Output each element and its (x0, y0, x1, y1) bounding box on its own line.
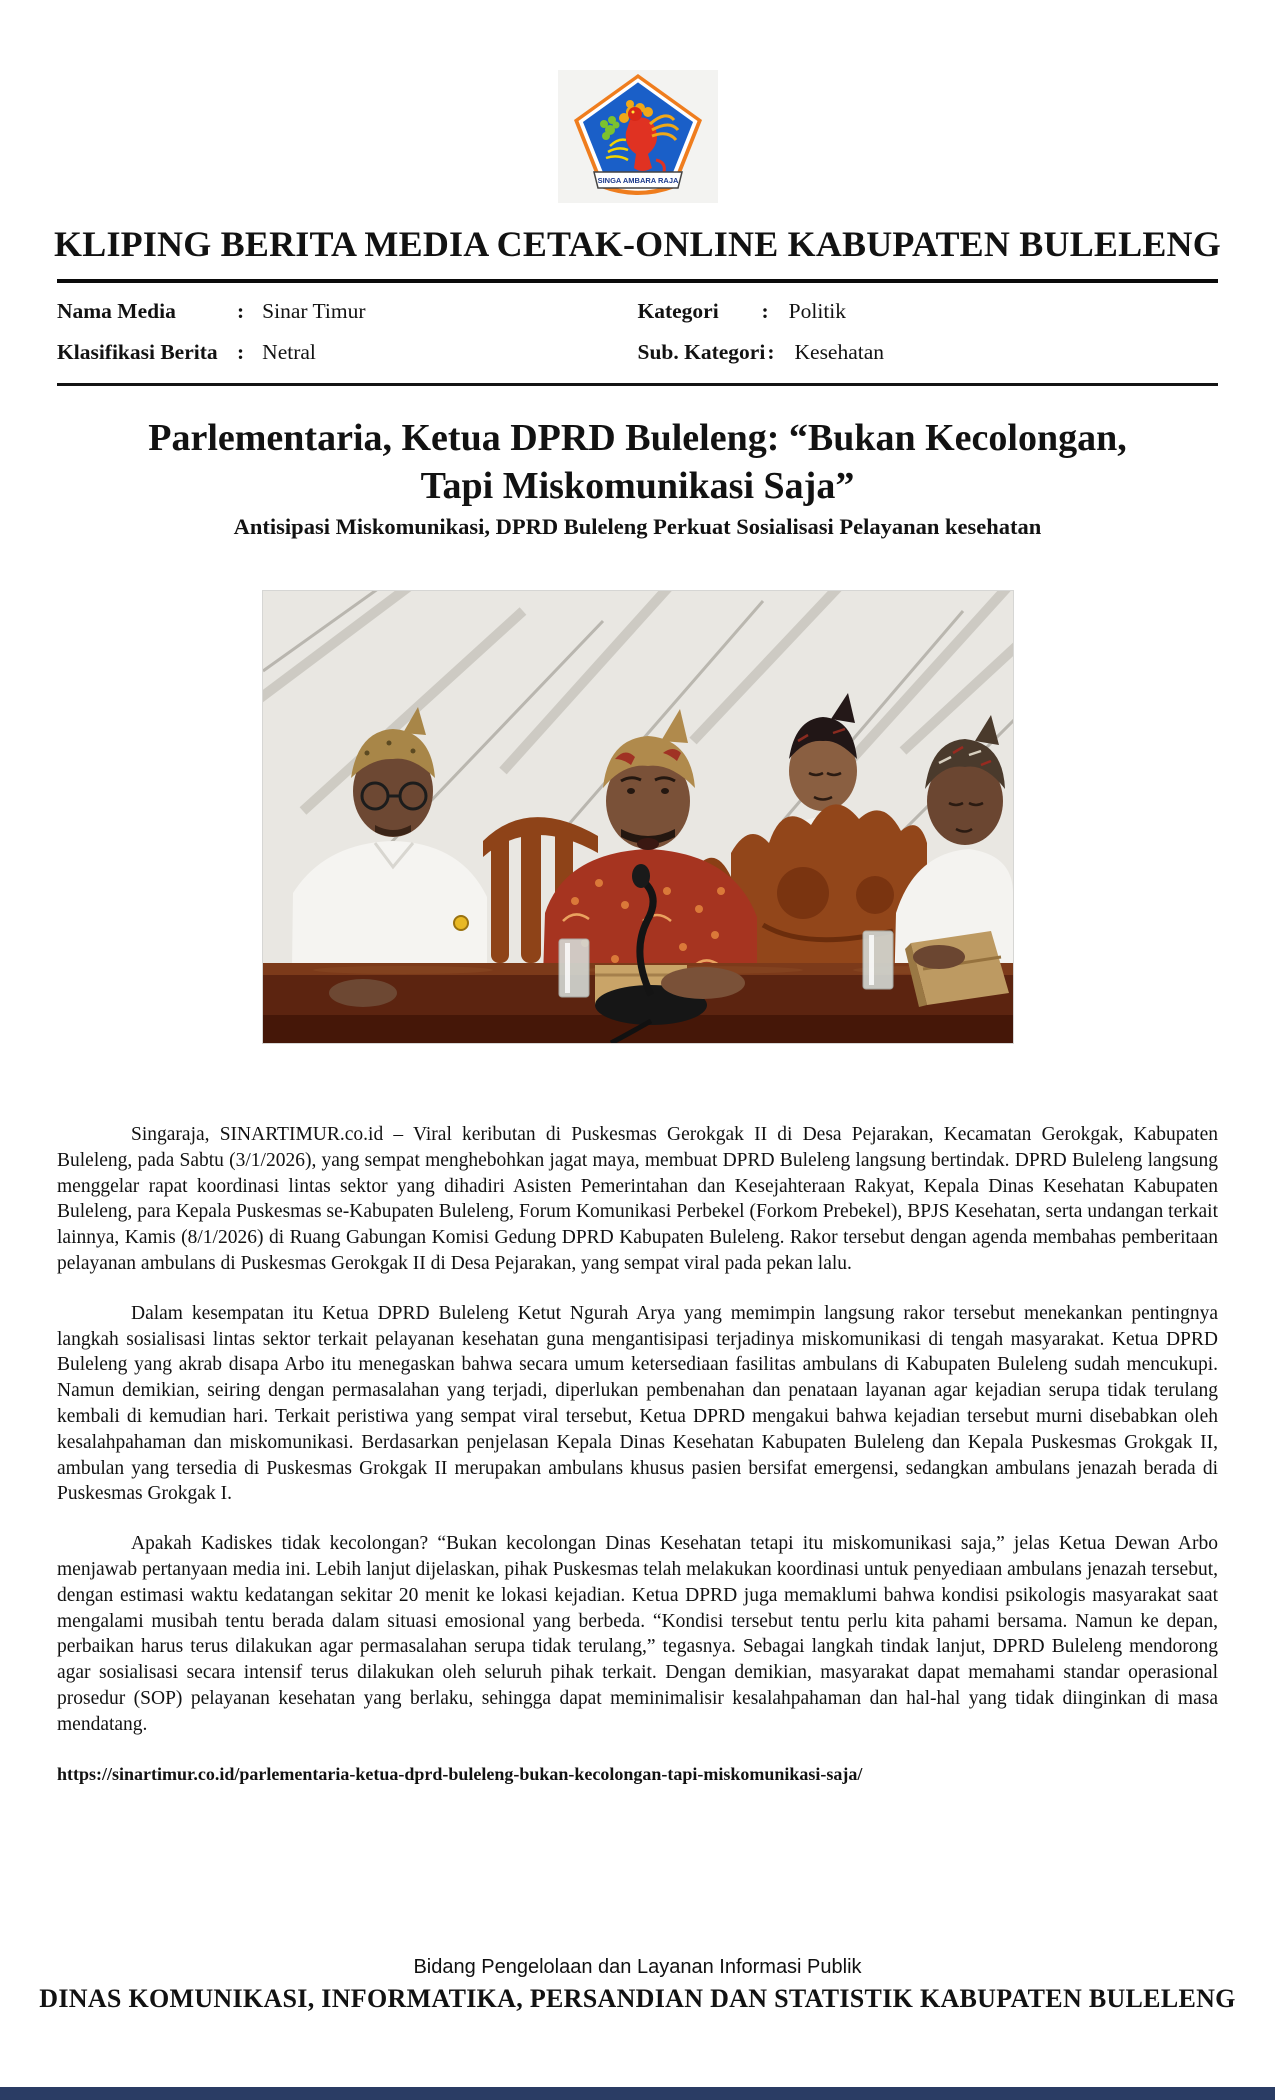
colon: : (237, 299, 245, 323)
colon: : (761, 299, 769, 323)
buleleng-emblem-logo (558, 70, 718, 203)
colon: : (237, 340, 245, 364)
paragraph-2: Dalam kesempatan itu Ketua DPRD Buleleng Ketut Ngurah Arya yang memimpin langsung rakor tersebut menekankan pentingnya langkah sosialisasi lintas sektor terkait pelayanan kesehatan guna mengantisipasi terjadinya miskomunikasi di tengah masyarakat. Ketua DPRD Buleleng yang akrab disapa Arbo itu menegaskan bahwa secara umum ketersediaan fasilitas ambulans di Kabupaten Buleleng sudah mencukupi. Namun demikian, seiring dengan permasalahan yang terjadi, diperlukan pembenahan dan penataan layanan agar kejadian serupa tidak terulang kembali di kemudian hari. Terkait peristiwa yang sempat viral tersebut, Ketua DPRD mengakui bahwa kejadian tersebut murni disebabkan oleh kesalahpahaman dan miskomunikasi. Berdasarkan penjelasan Kepala Dinas Kesehatan Kabupaten Buleleng dan Kepala Puskesmas Grokgak II, ambulan yang tersedia di Puskesmas Grokgak II merupakan ambulans khusus pasien bersifat emergensi, sedangkan ambulans jenazah berada di Puskesmas Grokgak I. (57, 1302, 1218, 1505)
metadata-table (57, 283, 1218, 383)
sub-kategori-value: Kesehatan (794, 340, 885, 364)
water-glass (863, 931, 893, 989)
article-title (57, 414, 1218, 510)
nama-media-value: Sinar Timur (262, 299, 366, 323)
logo-area (0, 0, 1275, 203)
footer-department: Bidang Pengelolaan dan Layanan Informasi Publik (413, 1956, 862, 1978)
article-title-line2: Tapi Miskomunikasi Saja” (420, 465, 855, 507)
press-conference-photo (262, 590, 1014, 1044)
clasped-hands (661, 967, 745, 999)
metadata-row-2 (57, 332, 1218, 373)
source-url-link[interactable]: https://sinartimur.co.id/parlementaria-ketua-dprd-buleleng-bukan-kecolongan-tapi-miskomunikasi-saja/ (57, 1763, 863, 1784)
paragraph-3: Apakah Kadiskes tidak kecolongan? “Bukan kecolongan Dinas Kesehatan tetapi itu miskomunikasi saja,” jelas Ketua Dewan Arbo menjawab pertanyaan media ini. Lebih lanjut dijelaskan, pihak Puskesmas telah melakukan koordinasi untuk penyediaan ambulans jenazah tersebut, dengan estimasi waktu kedatangan sekitar 20 menit ke lokasi kejadian. Ketua DPRD juga memaklumi bahwa kondisi psikologis masyarakat saat mengalami musibah tentu berada dalam situasi emosional yang berbeda. “Kondisi tersebut tentu perlu kita pahami bersama. Namun ke depan, perbaikan harus terus dilakukan agar permasalahan serupa tidak terulang,” tegasnya. Sebagai langkah tindak lanjut, DPRD Buleleng mendorong agar sosialisasi secara intensif terus dilakukan oleh seluruh pihak terkait. Dengan demikian, masyarakat dapat memahami standar operasional prosedur (SOP) pelayanan kesehatan yang berlaku, sehingga dapat meminimalisir kesalahpahaman dan hal-hal yang tidak diinginkan di masa mendatang. (57, 1533, 1218, 1735)
article-subtitle: Antisipasi Miskomunikasi, DPRD Buleleng Perkuat Sosialisasi Pelayanan kesehatan (233, 514, 1042, 539)
nama-media-label: Nama Media (57, 299, 176, 323)
footer-agency: DINAS KOMUNIKASI, INFORMATIKA, PERSANDIAN DAN STATISTIK KABUPATEN BULELENG (39, 1984, 1236, 2013)
bottom-accent-bar (0, 2087, 1275, 2100)
buleleng-pentagon-emblem-icon (572, 72, 704, 196)
klasifikasi-berita-value: Netral (262, 340, 316, 364)
hand (913, 945, 965, 969)
article-body (57, 1122, 1218, 1785)
sub-kategori-label: Sub. Kategori (637, 340, 766, 364)
kategori-value: Politik (788, 299, 847, 323)
emblem-banner-text: SINGA AMBARA RAJA (597, 176, 678, 185)
gold-lapel-pin (454, 916, 468, 930)
metadata-row-1 (57, 291, 1218, 332)
hand (329, 979, 397, 1007)
article-title-line1: Parlementaria, Ketua DPRD Buleleng: “Bukan Kecolongan, (148, 417, 1127, 459)
divider-meta (57, 383, 1218, 386)
water-glass (559, 939, 589, 997)
colon: : (767, 340, 775, 364)
emblem-banner (594, 172, 682, 188)
footer (0, 1956, 1275, 2014)
klasifikasi-berita-label: Klasifikasi Berita (57, 340, 218, 364)
kategori-label: Kategori (637, 299, 719, 323)
paragraph-1: Singaraja, SINARTIMUR.co.id – Viral keributan di Puskesmas Gerokgak II di Desa Pejarakan, Kecamatan Gerokgak, Kabupaten Buleleng, pada Sabtu (3/1/2026), yang sempat menghebohkan jagat maya, membuat DPRD Buleleng langsung bertindak. DPRD Buleleng langsung menggelar rapat koordinasi lintas sektor yang dihadiri Asisten Pemerintahan dan Kesejahteraan Rakyat, Kepala Dinas Kesehatan Kabupaten Buleleng, para Kepala Puskesmas se-Kabupaten Buleleng, Forum Komunikasi Perbekel (Forkom Prebekel), BPJS Kesehatan, serta undangan terkait lainnya, Kamis (8/1/2026) di Ruang Gabungan Komisi Gedung DPRD Kabupaten Buleleng. Rakor tersebut dengan agenda membahas pemberitaan pelayanan ambulans di Puskesmas Gerokgak II di Desa Pejarakan, yang sempat viral pada pekan lalu. (57, 1124, 1218, 1274)
document-title: KLIPING BERITA MEDIA CETAK-ONLINE KABUPATEN BULELENG (54, 224, 1221, 264)
